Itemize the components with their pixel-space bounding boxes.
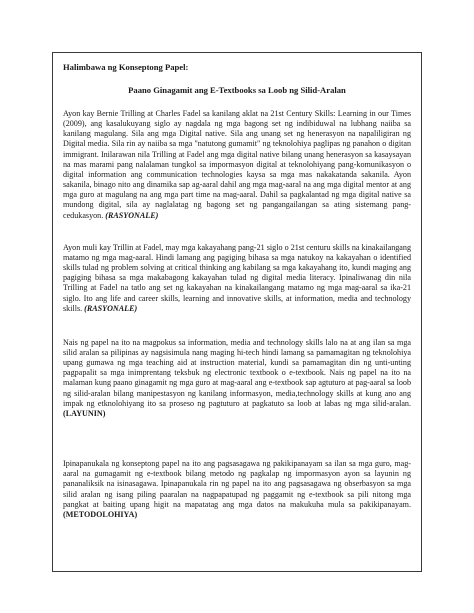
section-tag-metodolohiya: (METODOLOHIYA)	[63, 509, 138, 519]
paragraph-metodolohiya	[63, 459, 411, 520]
document-page	[52, 52, 422, 572]
paragraph-spacer	[63, 314, 411, 338]
paragraph-text: Ayon kay Bernie Trilling at Charles Fadel sa kanilang aklat na 21st Century Skills: Learning in our Times (2009), ang kasalukuyang siglo ay nagdala ng mga bagong set ng indibiduwal na lubhang naiiba sa kanilang magulang. Sila ang mga Digital native. Sila ang unang set ng henerasyon na napaliligiran ng Digital media. Sila rin ay naiiba sa mga "natutong gumamit" ng teknolohiya paglipas ng panahon o digitan immigrant. Inilarawan nila Trilling at Fadel ang mga digital native bilang unang henerasyon sa kasaysayan na mas marami pang nalalaman tungkol sa impormasyon digital at teknolohiyang pang-komunikasyon o digital information ang communication technologies kaysa sa mga mas nakakatanda sakanila. Ayon sakanila, binago nito ang dinamika sap ag-aaral dahil ang mga mag-aaral na ang mga digital mentor at ang mga guro at magulang na ang mga part time na mag-aaral. Dahil sa pagkalantad ng mga digital native sa mundong digital, sila ay naglalatag ng bagong set ng pangangailangan sa ating sistemang pang-cedukasyon.	[63, 109, 411, 220]
document-title: Paano Ginagamit ang E-Textbooks sa Loob ng Silid-Aralan	[128, 85, 346, 95]
section-tag-layunin: (LAYUNIN)	[63, 408, 106, 418]
paragraph-rasyonale-1	[63, 109, 411, 221]
paragraph-layunin	[63, 338, 411, 419]
paragraph-text: Ipinapanukala ng konseptong papel na ito ang pagsasagawa ng pakikipanayam sa ilan sa mga guro, mag-aaral na gumagamit ng e-textbook bilang metodo ng pagkalap ng impormasyon ayon sa layunin ng pananaliksik na isinasagawa. Ipinapanukala rin ng papel na ito ang pagsasagawa ng obserbasyon sa mga silid aralan ng isang piling paaralan na nagpapatupad ng paggamit ng e-textbook sa pili nitong mga pangkat at baiting upang higit na mapatatag ang mga datos na makukuha mula sa pakikipanayam.	[63, 459, 411, 509]
section-tag-rasyonale: (RASYONALE)	[84, 303, 138, 313]
section-tag-rasyonale: (RASYONALE)	[105, 210, 159, 220]
paragraph-text: Nais ng papel na ito na magpokus sa information, media and technology skills lalo na at ang ilan sa mga silid aralan sa pilipinas ay nagsisimula nang maging hi-tech hindi lamang sa pamamagitan ng teknolohiya upang gumawa ng mga teaching aid at instruction material, kundi sa pamamagitan din ng unti-unting pagpapalit sa mga inimprentang teksbuk ng electronic textbook o e-textbook. Nais ng papel na ito na malaman kung paano ginagamit ng mga guro at mag-aaral ang e-textbook sap agtuturo at pag-aaral sa loob ng silid-aralan bilang manipestasyon ng kanilang informasyon, media,technology skills at kung ano ang impak ng etknolohiyang ito sa proseso ng pagtuturo at pagkatuto sa loob at labas ng mga silid-aralan.	[63, 337, 411, 408]
paragraph-spacer	[63, 419, 411, 459]
document-label: Halimbawa ng Konseptong Papel:	[63, 62, 189, 72]
paragraph-text: Ayon muli kay Trillin at Fadel, may mga kakayahang pang-21 siglo o 21st centuru skills na kinakailangang matamo ng mga mag-aaral. Hindi lamang ang pagiging bihasa sa mga natukoy na kakayahan o identified skills tulad ng problem solving at critical thinking ang kabilang sa mga kakayahang ito, kundi maging ang pagiging bihasa sa mga makabagong kakayahan tulad ng digital media literacy. Ipinaliwanag din nila Trilling at Fadel na tatlo ang set ng kakayahan na kinakailangang matamo ng mga mag-aaral sa ika-21 siglo. Ito ang life and career skills, learning and innovative skills, at information, media and technology skills.	[63, 242, 411, 313]
paragraph-rasyonale-2	[63, 243, 411, 314]
paragraph-spacer	[63, 221, 411, 243]
